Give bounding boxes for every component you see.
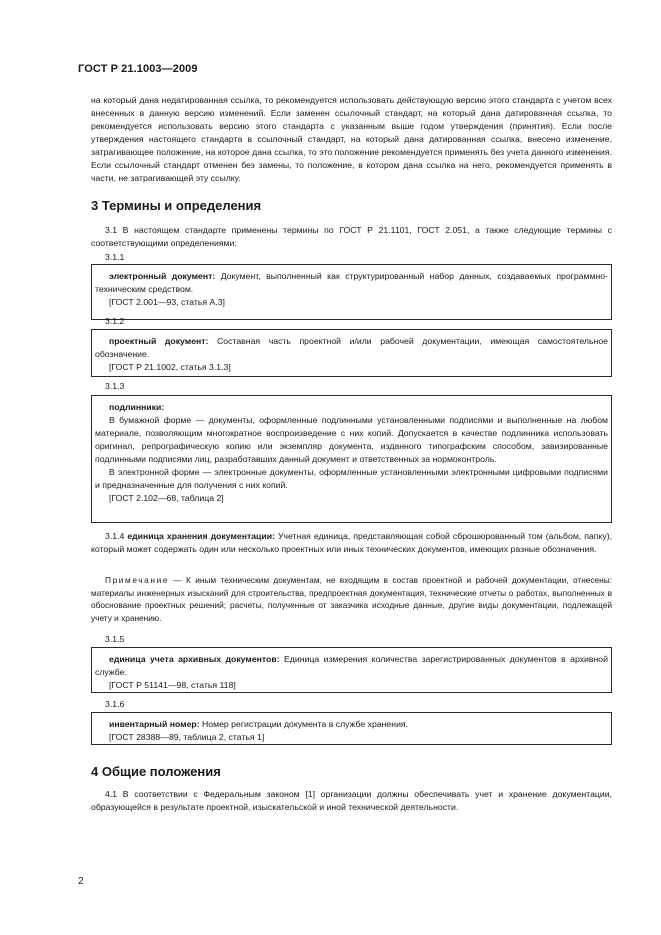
term-number-3-1-3: 3.1.3 <box>105 381 125 391</box>
term-source: [ГОСТ 28388—89, таблица 2, статья 1] <box>109 732 265 742</box>
term-definition <box>95 653 608 679</box>
note-label: Примечание <box>105 575 170 585</box>
term-definition <box>95 718 608 731</box>
section-3-title: 3 Термины и определения <box>91 198 262 213</box>
term-text: Единица измерения количества зарегистрированных документов в архивной службе. <box>95 654 608 677</box>
clause-4-1: 4.1 В соответствии с Федеральным законом [1] организации должны обеспечивать учет и хранение документации, образующейся в результате проектной, изыскательской и иной технической деятельности. <box>91 789 612 812</box>
term-name: электронный документ: <box>109 271 216 281</box>
note-paragraph <box>91 574 612 624</box>
term-paragraph-electronic: В электронной форме — электронные документы, оформленные установленными электронными цифровыми подписями и предназначенные для получения с них копий. <box>95 467 608 490</box>
term-source: [ГОСТ Р 51141—98, статья 118] <box>109 680 236 690</box>
term-box-3-1-6 <box>91 712 612 745</box>
term-box-3-1-2 <box>91 329 612 377</box>
term-number-3-1-5: 3.1.5 <box>105 634 125 644</box>
term-definition <box>95 270 608 296</box>
term-number-3-1-4: 3.1.4 <box>105 531 125 541</box>
term-name: единица хранения документации: <box>127 531 275 541</box>
term-definition <box>95 335 608 361</box>
term-box-3-1-5 <box>91 647 612 693</box>
term-source: [ГОСТ 2.102—68, таблица 2] <box>109 493 224 503</box>
term-name: инвентарный номер: <box>109 719 200 729</box>
term-name: подлинники: <box>109 402 165 412</box>
term-number-3-1-1: 3.1.1 <box>105 252 125 262</box>
term-text: Учетная единица, представляющая собой сброшюрованный том (альбом, папку), который может содержать один или несколько проектных или иных технических документов, имеющих разные обозначения. <box>91 531 612 554</box>
term-paragraph-paper: В бумажной форме — документы, оформленные подлинными установленными подписями и выполненные на любом материале, позволяющим многократное воспроизведение с них копий. Допускается в качестве подлинника использовать оригинал, репрографическую копию или экземпляр документа, изданного типографским способом, завизированные подлинными подписями лиц, разработавших данный документ и ответственных за нормоконтроль. <box>95 415 608 464</box>
term-text: Номер регистрации документа в службе хранения. <box>199 719 409 729</box>
intro-paragraph: на который дана недатированная ссылка, то рекомендуется использовать действующую версию этого стандарта с учетом всех внесенных в данную версию изменений. Если заменен ссылочный стандарт, на который дана датированная ссылка, то рекомендуется использовать версию этого стандарта с указанным выше годом утверждения (принятия). Если после утверждения настоящего стандарта в ссылочный стандарт, на который дана датированная ссылка, внесено изменение, затрагивающее положение, на которое дана ссылка, то это положение рекомендуется применять без учета данного изменения. Если ссылочный стандарт отменен без замены, то положение, в котором дана ссылка на него, рекомендуется применять в части, не затрагивающей эту ссылку. <box>91 95 612 183</box>
clause-3-1-4 <box>91 530 612 556</box>
term-text: Составная часть проектной и/или рабочей документации, имеющая самостоятельное обозначение. <box>95 336 608 359</box>
term-source: [ГОСТ 2.001—93, статья А.3] <box>109 297 225 307</box>
term-source: [ГОСТ Р 21.1002, статья 3.1.3] <box>109 362 231 372</box>
note-text: — К иным техническим документам, не входящим в состав проектной и рабочей документации, отнесены: материалы инженерных изысканий для строительства, предпроектная документация, технические отчеты о работах, выполненных в обоснование проектных решений; расчеты, полученные от заказчика исходные данные, другие виды документации, подлежащей учету и хранению. <box>91 575 612 623</box>
term-box-3-1-1 <box>91 264 612 320</box>
term-number-3-1-2: 3.1.2 <box>105 316 125 326</box>
term-text: Документ, выполненный как структурированный набор данных, создаваемых программно-техническим средством. <box>95 271 608 294</box>
section-4-title: 4 Общие положения <box>91 764 221 779</box>
clause-3-1: 3.1 В настоящем стандарте применены термины по ГОСТ Р 21.1101, ГОСТ 2.051, а также следующие термины с соответствующими определениями: <box>91 225 612 248</box>
term-box-3-1-3 <box>91 395 612 523</box>
document-header: ГОСТ Р 21.1003—2009 <box>78 63 198 75</box>
page-number: 2 <box>78 876 84 887</box>
term-number-3-1-6: 3.1.6 <box>105 699 125 709</box>
term-name: единица учета архивных документов: <box>109 654 280 664</box>
term-name: проектный документ: <box>109 336 209 346</box>
